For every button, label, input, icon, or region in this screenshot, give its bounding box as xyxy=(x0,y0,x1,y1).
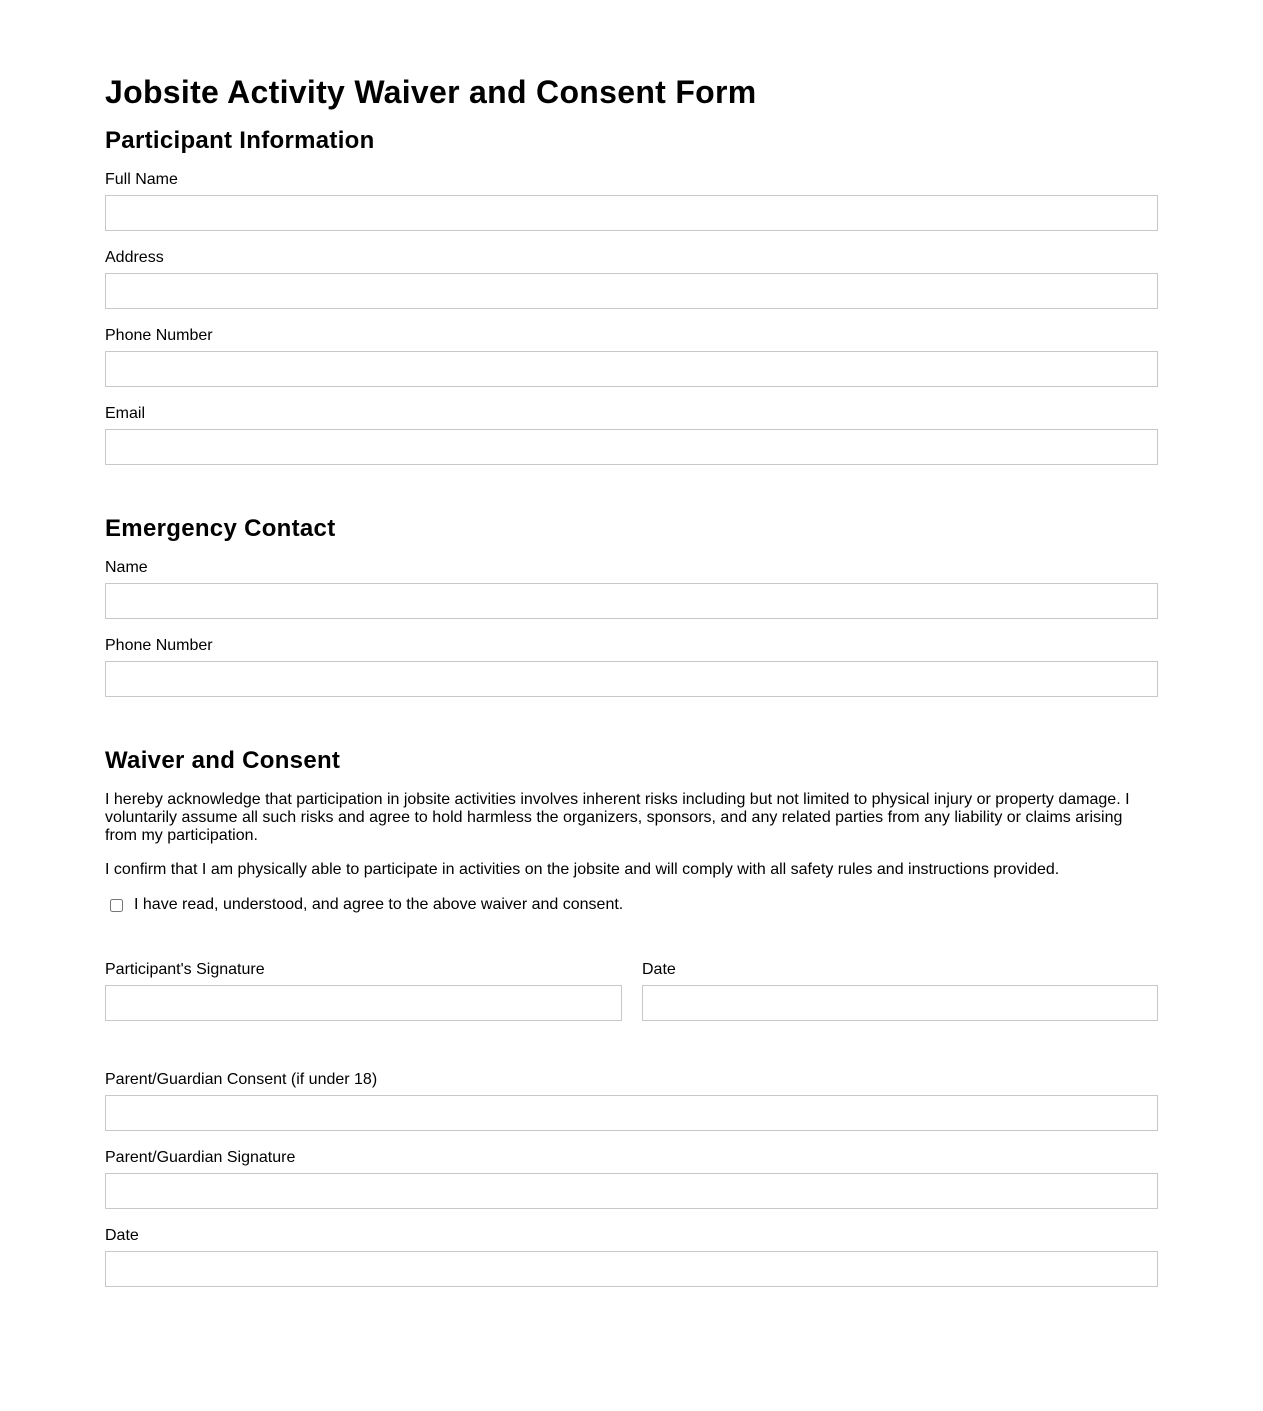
emergency-name-label: Name xyxy=(105,559,148,576)
email-input[interactable] xyxy=(105,429,1158,465)
page-title: Jobsite Activity Waiver and Consent Form xyxy=(105,74,757,110)
emergency-phone-input[interactable] xyxy=(105,661,1158,697)
emergency-name-input[interactable] xyxy=(105,583,1158,619)
phone-number-label: Phone Number xyxy=(105,327,213,344)
waiver-paragraph-physical: I confirm that I am physically able to participate in activities on the jobsite and will comply with all safety rules and instructions provided. xyxy=(105,861,1060,878)
signature-date-input[interactable] xyxy=(642,985,1158,1021)
guardian-consent-label: Parent/Guardian Consent (if under 18) xyxy=(105,1071,378,1088)
agree-checkbox-row[interactable] xyxy=(105,895,623,915)
signature-date-label: Date xyxy=(642,961,676,978)
address-input[interactable] xyxy=(105,273,1158,309)
guardian-consent-input[interactable] xyxy=(105,1095,1158,1131)
guardian-date-label: Date xyxy=(105,1227,139,1244)
emergency-contact-heading: Emergency Contact xyxy=(105,515,336,542)
full-name-input[interactable] xyxy=(105,195,1158,231)
guardian-signature-input[interactable] xyxy=(105,1173,1158,1209)
full-name-label: Full Name xyxy=(105,171,178,188)
agree-checkbox[interactable] xyxy=(110,899,123,912)
address-label: Address xyxy=(105,249,164,266)
participant-info-heading: Participant Information xyxy=(105,127,375,154)
agree-checkbox-label[interactable]: I have read, understood, and agree to the above waiver and consent. xyxy=(134,896,624,913)
participant-signature-label: Participant's Signature xyxy=(105,961,265,978)
participant-signature-input[interactable] xyxy=(105,985,622,1021)
email-label: Email xyxy=(105,405,146,422)
phone-number-input[interactable] xyxy=(105,351,1158,387)
guardian-signature-label: Parent/Guardian Signature xyxy=(105,1149,296,1166)
guardian-date-input[interactable] xyxy=(105,1251,1158,1287)
waiver-paragraph-risks: I hereby acknowledge that participation in jobsite activities involves inherent risks including but not limited to physical injury or property damage. I voluntarily assume all such risks and agree to hold harmless the organizers, sponsors, and any related parties from any liability or claims arising from my participation. xyxy=(105,791,1130,844)
emergency-phone-label: Phone Number xyxy=(105,637,213,654)
waiver-consent-heading: Waiver and Consent xyxy=(105,747,341,774)
